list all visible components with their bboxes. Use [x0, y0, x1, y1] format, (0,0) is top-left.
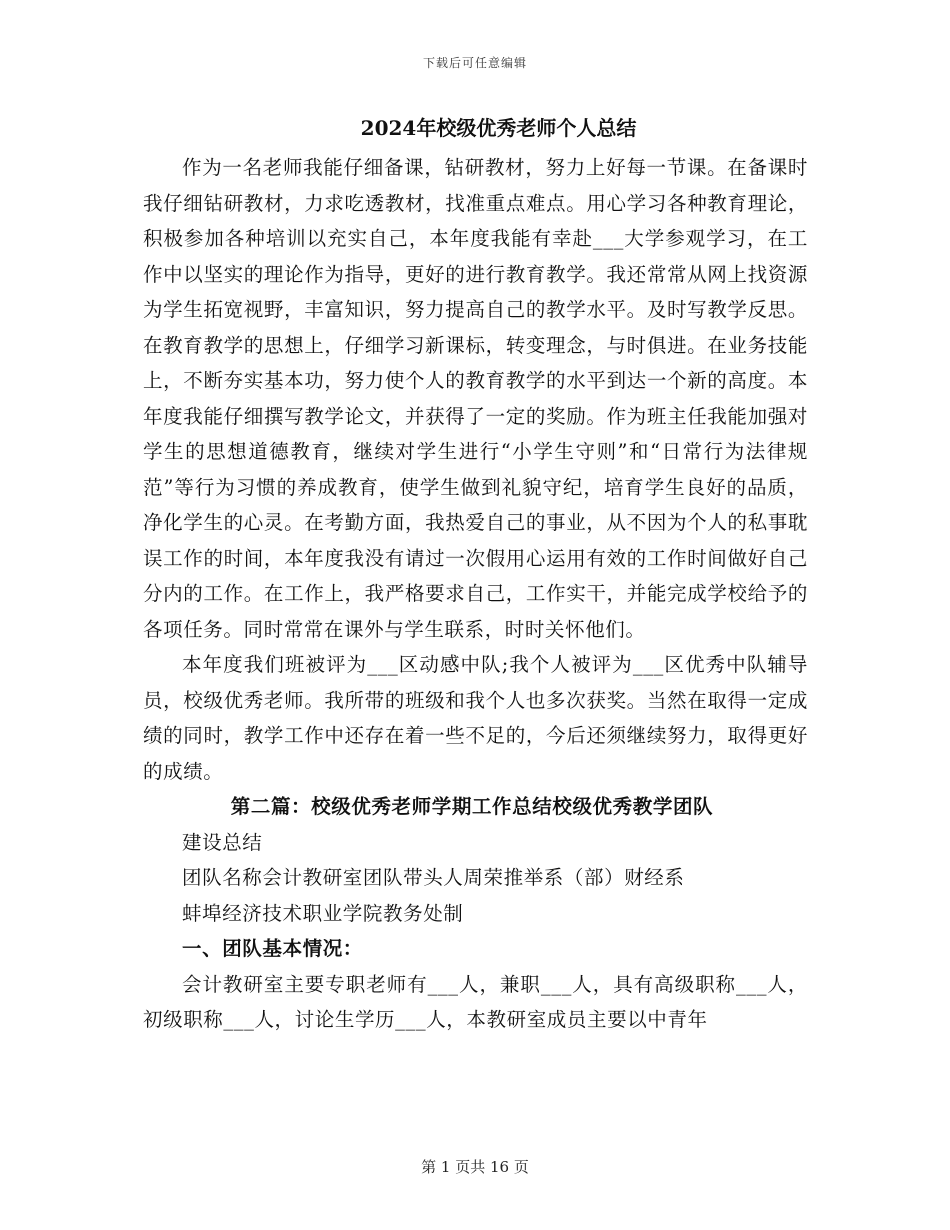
section-2-body: 会计教研室主要专职老师有___人，兼职___人，具有高级职称___人，初级职称___人，讨论生学历___人，本教研室成员主要以中青年 [143, 972, 808, 1031]
section-2-subhead: 一、团队基本情况： [182, 937, 363, 960]
section-2-title: 第二篇：校级优秀老师学期工作总结校级优秀教学团队 [230, 795, 714, 818]
paragraph-2: 本年度我们班被评为___区动感中队;我个人被评为___区优秀中队辅导员，校级优秀老师。我所带的班级和我个人也多次获奖。当然在取得一定成绩的同时，教学工作中还存在着一些不足的，今后还须继续努力，取得更好的成绩。 [143, 653, 808, 783]
header-note: 下载后可任意编辑 [422, 56, 527, 70]
section-2-line-2: 团队名称会计教研室团队带头人周荣推举系（部）财经系 [182, 866, 685, 889]
paragraph-1: 作为一名老师我能仔细备课，钻研教材，努力上好每一节课。在备课时我仔细钻研教材，力求吃透教材，找准重点难点。用心学习各种教育理论，积极参加各种培训以充实自己，本年度我能有幸赴___大学参观学习，在工作中以坚实的理论作为指导，更好的进行教育教学。我还常常从网上找资源为学生拓宽视野，丰富知识，努力提高自己的教学水平。及时写教学反思。在教育教学的思想上，仔细学习新课标，转变理念，与时俱进。在业务技能上，不断夯实基本功，努力使个人的教育教学的水平到达一个新的高度。本年度我能仔细撰写教学论文，并获得了一定的奖励。作为班主任我能加强对学生的思想道德教育，继续对学生进行“小学生守则”和“日常行为法律规范”等行为习惯的养成教育，使学生做到礼貌守纪，培育学生良好的品质，净化学生的心灵。在考勤方面，我热爱自己的事业，从不因为个人的私事耽误工作的时间，本年度我没有请过一次假用心运用有效的工作时间做好自己分内的工作。在工作上，我严格要求自己，工作实干，并能完成学校给予的各项任务。同时常常在课外与学生联系，时时关怀他们。 [143, 156, 808, 641]
document-body [143, 110, 808, 1038]
page-number: 第 1 页共 16 页 [421, 1158, 529, 1176]
section-2-line-3: 蚌埠经济技术职业学院教务处制 [182, 901, 464, 925]
document-title: 2024年校级优秀老师个人总结 [360, 116, 637, 140]
section-2-line-1: 建设总结 [182, 830, 263, 854]
